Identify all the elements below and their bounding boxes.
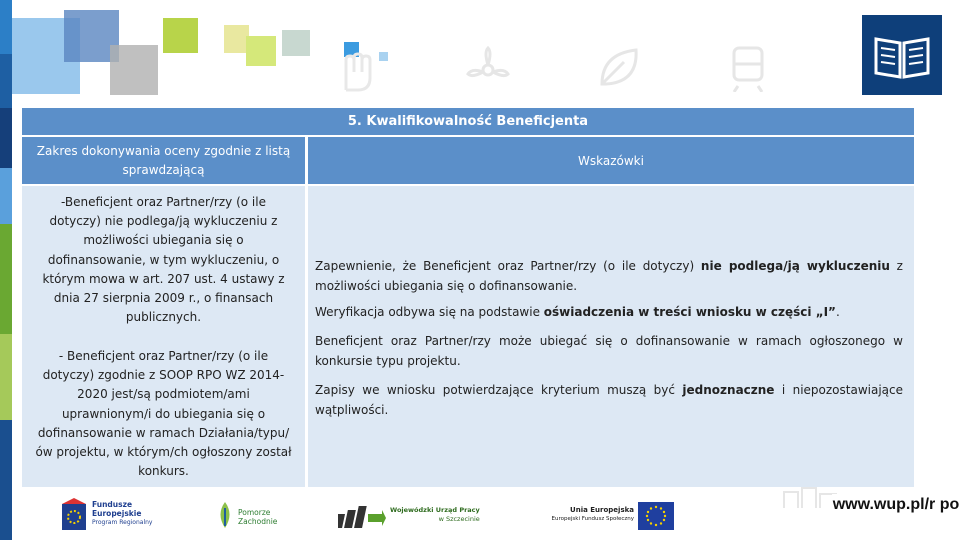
turbine-icon xyxy=(464,46,512,92)
wup-text: Wojewódzki Urząd Pracy w Szczecinie xyxy=(390,506,480,523)
unia-europejska-logo xyxy=(538,500,678,534)
train-icon xyxy=(724,42,772,92)
left-color-strip xyxy=(0,168,12,224)
fe-emblem-icon xyxy=(60,498,88,532)
fe-text: Fundusze Europejskie Program Regionalny xyxy=(92,500,153,526)
wup-emblem-icon xyxy=(338,500,386,530)
leaf-icon xyxy=(596,44,644,90)
scope-criterion-1: -Beneficjent oraz Partner/rzy (o ile dotyczy) nie podlega/ją wykluczeniu z możliwości ubiegania się o dofinansowanie, w tym wykluczeniu, o którym mowa w art. 207 ust. 4 ustawy z dnia 27 sierpnia 2009 r., o finansach publicznych. xyxy=(42,195,285,325)
left-color-strip xyxy=(0,420,12,540)
open-book-icon xyxy=(862,15,942,95)
hint-paragraph-3: Beneficjent oraz Partner/rzy może ubiegać się o dofinansowanie w ramach ogłoszonego w konkursie typu projektu. xyxy=(315,334,903,368)
pomorze-text: Pomorze Zachodnie xyxy=(238,508,278,526)
book-icon-box xyxy=(862,15,942,95)
left-color-strip xyxy=(0,334,12,420)
pomorze-emblem-icon xyxy=(214,500,236,530)
hint-paragraph-1: Zapewnienie, że Beneficjent oraz Partner/rzy (o ile dotyczy) nie podlega/ją wykluczeniu z możliwości ubiegania się o dofinansowanie. xyxy=(315,259,903,293)
eu-flag-icon xyxy=(638,502,674,530)
fundusze-europejskie-logo xyxy=(60,498,160,534)
decor-square xyxy=(163,18,198,53)
section-title: 5. Kwalifikowalność Beneficjenta xyxy=(22,108,914,135)
scope-criterion-2: - Beneficjent oraz Partner/rzy (o ile dotyczy) zgodnie z SOOP RPO WZ 2014-2020 jest/są podmiotem/ami uprawnionym/i do ubiegania się o dofinansowanie w ramach Działania/typu/ów projektu, w którym/ch ogłoszony został konkurs. xyxy=(35,349,292,479)
website-url[interactable]: www.wup.pl/r po xyxy=(832,494,960,540)
left-color-strip xyxy=(0,0,12,54)
decor-square xyxy=(379,52,388,61)
decor-square xyxy=(282,30,310,56)
hint-paragraph-4: Zapisy we wniosku potwierdzające kryterium muszą być jednoznaczne i niepozostawiające wątpliwości. xyxy=(315,383,903,417)
wup-logo xyxy=(338,500,488,532)
column-header-scope: Zakres dokonywania oceny zgodnie z listą sprawdzającą xyxy=(22,137,305,184)
decor-square xyxy=(246,36,276,66)
left-color-strip xyxy=(0,54,12,108)
decor-square xyxy=(110,45,158,95)
pomorze-zachodnie-logo xyxy=(214,500,294,532)
left-color-strip xyxy=(0,108,12,168)
column-header-hints: Wskazówki xyxy=(308,137,914,184)
hint-paragraph-2: Weryfikacja odbywa się na podstawie oświadczenia w treści wniosku w części „I”. xyxy=(315,305,840,319)
ue-text: Unia Europejska Europejski Fundusz Społeczny xyxy=(551,506,634,522)
left-color-strip xyxy=(0,224,12,334)
hand-icon xyxy=(336,50,378,94)
city-icon xyxy=(782,486,838,508)
